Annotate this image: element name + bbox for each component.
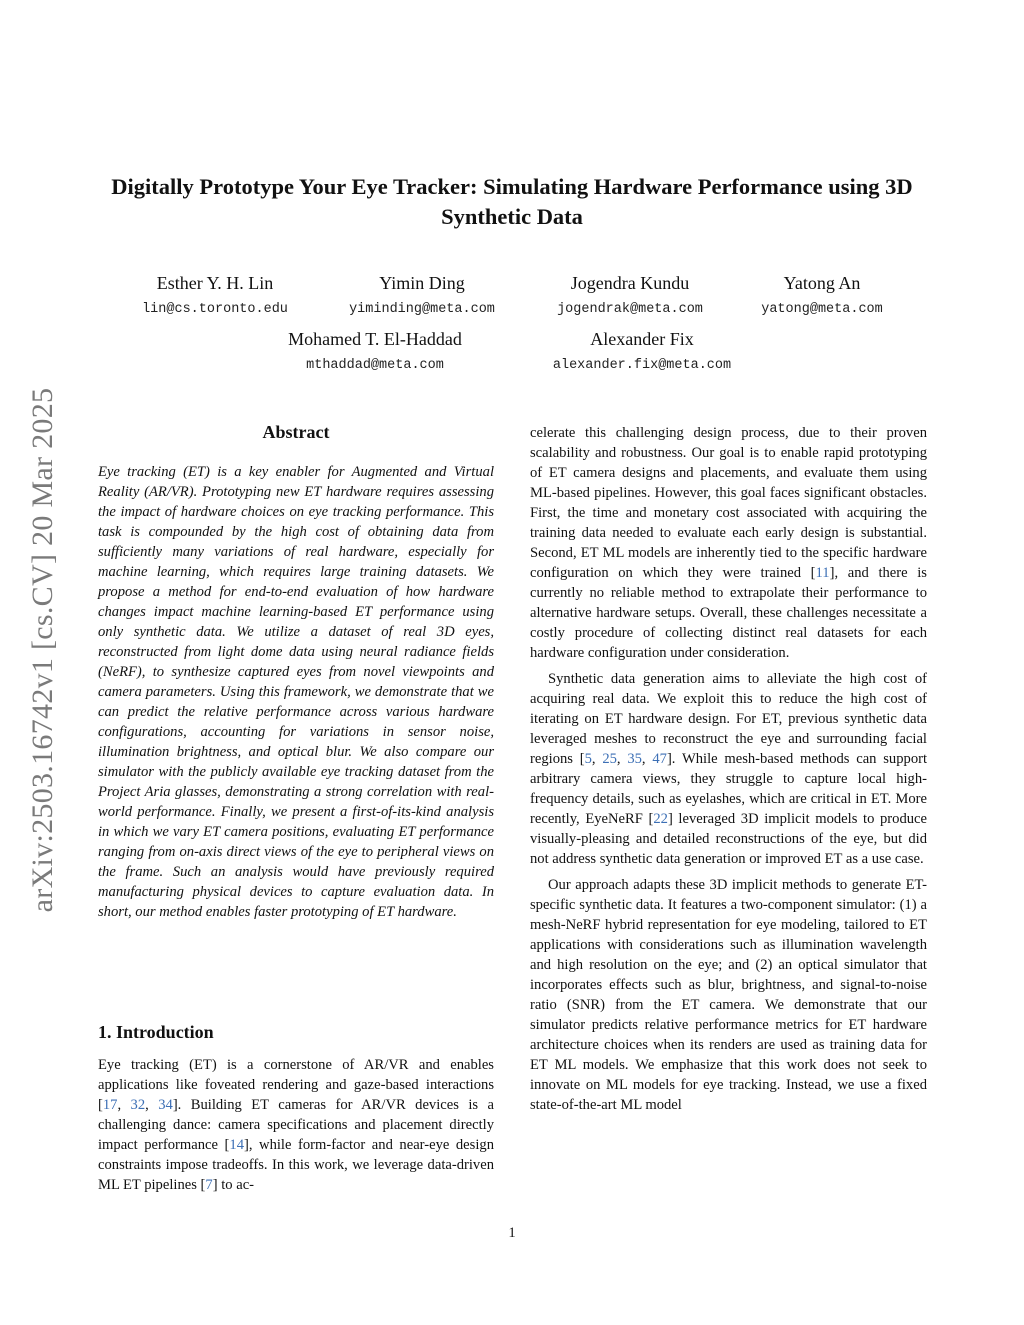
citation-link[interactable]: 32 — [130, 1097, 146, 1113]
section-heading-introduction: 1. Introduction — [98, 1022, 214, 1042]
citation-link[interactable]: 47 — [652, 751, 667, 767]
citation-link[interactable]: 34 — [158, 1097, 173, 1113]
arxiv-stamp-text: arXiv:2503.16742v1 [cs.CV] 20 Mar 2025 — [26, 387, 59, 913]
intro-paragraph: celerate this challenging design process, due to their proven scalability and robustness. Our goal is to enable rapid prototyping of ET camera designs and placements, and evaluate them using ML-based pipelines. However, this goal faces significant obstacles. First, the time and monetary cost associated with acquiring the training data needed to evaluate each early design is substantial. Second, ET ML models are inherently tied to the specific hardware configuration on which they were trained [11], and there is currently no reliable method to extrapolate their performance to alternative hardware setups. Overall, these challenges necessitate a costly procedure of collecting distinct real datasets for each hardware configuration under consideration. — [530, 425, 927, 661]
author-name: Jogendra Kundu — [570, 273, 690, 293]
author-name: Alexander Fix — [590, 329, 694, 349]
author-block — [120, 272, 310, 320]
citation-link[interactable]: 17 — [102, 1097, 118, 1113]
intro-column-right — [530, 423, 927, 1115]
author-name: Mohamed T. El-Haddad — [288, 329, 462, 349]
author-email: yatong@meta.com — [761, 302, 883, 317]
abstract-heading: Abstract — [262, 422, 330, 442]
author-email: jogendrak@meta.com — [557, 302, 703, 317]
author-email: lin@cs.toronto.edu — [142, 302, 288, 317]
intro-paragraph: Eye tracking (ET) is a cornerstone of AR/VR and enables applications like foveated rendering and gaze-based interactions [17, 32, 34]. Building ET cameras for AR/VR devices is a challenging dance: camera specifications and placement directly impact performance [14], while form-factor and near-eye design constraints impose tradeoffs. In this work, we leverage data-driven ML ET pipelines [7] to ac- — [98, 1057, 494, 1193]
citation-link[interactable]: 5 — [584, 751, 592, 767]
author-block — [330, 272, 514, 320]
author-block — [742, 272, 902, 320]
author-name: Esther Y. H. Lin — [156, 273, 274, 293]
author-block — [530, 328, 754, 376]
author-name: Yatong An — [783, 273, 861, 293]
intro-paragraph: Our approach adapts these 3D implicit methods to generate ET-specific synthetic data. It features a two-component simulator: (1) a mesh-NeRF hybrid representation for eye modeling, tailored to ET applications with considerations such as illumination wavelength and high resolution on the eye; and (2) an optical simulator that incorporates effects such as blur, brightness, and signal-to-noise ratio (SNR) from the ET camera. We demonstrate that our simulator predicts relative performance metrics for ET hardware architecture choices when its renders are used as training data for ET ML models. We emphasize that this work does not seek to innovate on ML models for eye tracking. Instead, we use a fixed state-of-the-art ML model — [530, 877, 927, 1113]
citation-link[interactable]: 7 — [205, 1177, 213, 1193]
intro-column-left — [98, 1055, 494, 1195]
author-block — [535, 272, 725, 320]
author-name: Yimin Ding — [379, 273, 465, 293]
page-number: 1 — [508, 1225, 516, 1241]
author-email: yiminding@meta.com — [349, 302, 495, 317]
author-email: mthaddad@meta.com — [306, 358, 444, 373]
citation-link[interactable]: 22 — [653, 811, 668, 827]
intro-paragraph: Synthetic data generation aims to alleviate the high cost of acquiring real data. We exploit this to reduce the high cost of iterating on ET hardware design. For ET, previous synthetic data leveraged meshes to reconstruct the eye and surrounding facial regions [5, 25, 35, 47]. While mesh-based methods can support arbitrary camera views, they struggle to capture local high-frequency details, such as eyelashes, which are critical in ET. More recently, EyeNeRF [22] leveraged 3D implicit models to produce visually-pleasing and detailed reconstructions of the eye, but did not address synthetic data generation or improved ET as a use case. — [530, 671, 928, 867]
citation-link[interactable]: 11 — [815, 565, 830, 581]
citation-link[interactable]: 25 — [602, 751, 617, 767]
author-block — [270, 328, 480, 376]
abstract-text: Eye tracking (ET) is a key enabler for Augmented and Virtual Reality (AR/VR). Prototyping new ET hardware requires assessing the impact of hardware choices on eye tracking performance. This task is compounded by the high cost of obtaining data from sufficiently many variations of real hardware, especially for machine learning, which requires large training datasets. We propose a method for end-to-end evaluation of how hardware changes impact machine learning-based ET performance using only synthetic data. We utilize a dataset of real 3D eyes, reconstructed from light dome data using neural radiance fields (NeRF), to synthesize captured eyes from novel viewpoints and camera parameters. Using this framework, we demonstrate that we can predict the relative performance across various hardware configurations, accounting for variations in sensor noise, illumination brightness, and optical blur. We also compare our simulator with the publicly available eye tracking dataset from the Project Aria glasses, demonstrating a strong correlation with real-world performance. Finally, we present a first-of-its-kind analysis in which we vary ET camera positions, evaluating ET performance ranging from on-axis direct views of the eye to peripheral views on the frame. Such an analysis would have previously required manufacturing physical devices to capture evaluation data. In short, our method enables faster prototyping of ET hardware. — [98, 464, 494, 920]
paper-title: Digitally Prototype Your Eye Tracker: Simulating Hardware Performance using 3D Synthetic Data — [111, 174, 913, 229]
citation-link[interactable]: 35 — [627, 751, 642, 767]
author-email: alexander.fix@meta.com — [552, 358, 732, 373]
arxiv-stamp — [8, 350, 78, 950]
abstract-body — [98, 462, 494, 922]
citation-link[interactable]: 14 — [229, 1137, 244, 1153]
